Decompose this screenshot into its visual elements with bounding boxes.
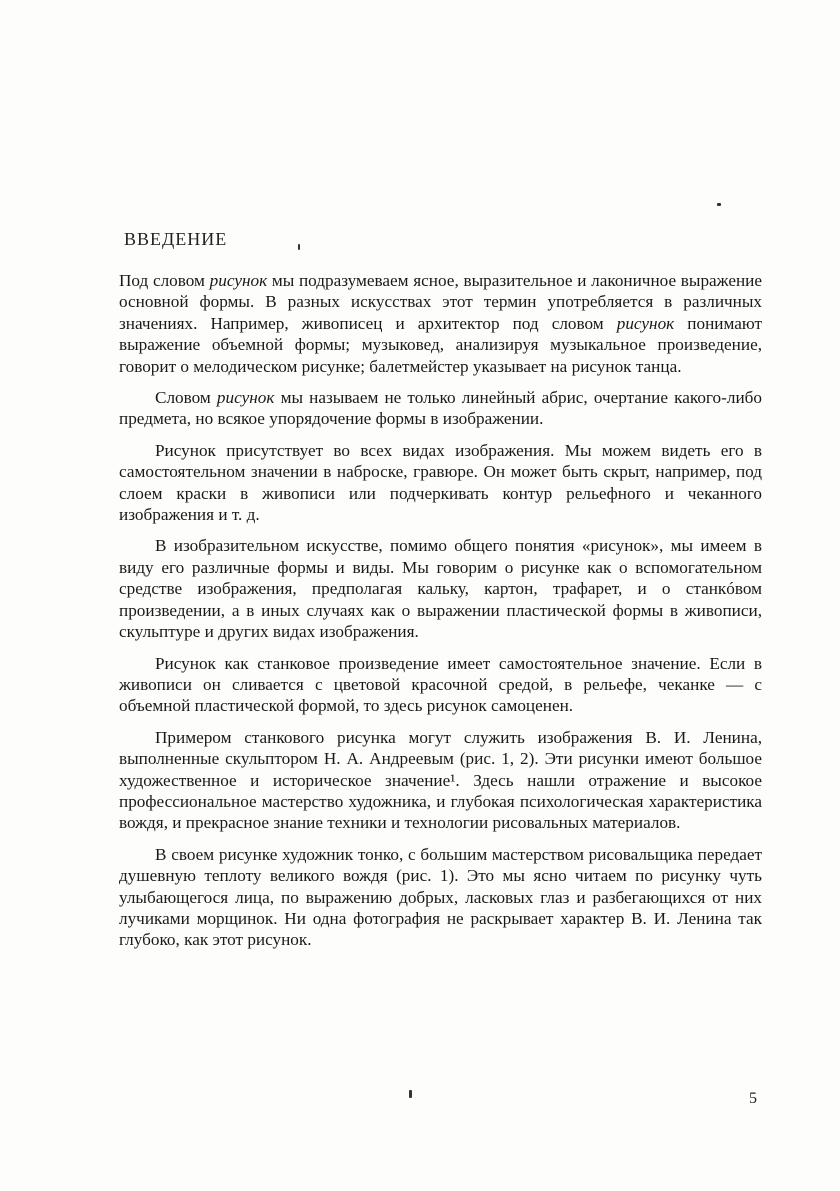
- paragraph-text: Словом: [155, 388, 217, 408]
- scan-speck: [298, 244, 300, 250]
- emphasized-term: рисунок: [209, 271, 268, 290]
- paragraph: [119, 440, 762, 526]
- scan-speck: [717, 203, 721, 206]
- paragraph-text: Примером станкового рисунка могут служить изображения В. И. Ленина, выполненные скульптором Н. А. Андреевым (рис. 1, 2). Эти рисунки имеют большое художественное и историческое значение¹. Здесь нашли отражение и высокое профессиональное мастерство художника, и глубокая психологическая характеристика вождя, и прекрасное знание техники и технологии рисовальных материалов.: [119, 727, 762, 833]
- paragraph-text: Рисунок как станковое произведение имеет самостоятельное значение. Если в живописи он сливается с цветовой красочной средой, в рельефе, чеканке — с объемной пластической формой, то здесь рисунок самоценен.: [119, 653, 762, 716]
- paragraph-text: мы подразумеваем ясное, выразительное и лаконичное выражение основной формы. В разных искусствах этот термин употребляется в различных значениях. Например, живописец и архитектор под словом: [119, 271, 762, 333]
- section-heading: ВВЕДЕНИЕ: [124, 229, 228, 249]
- scan-speck: [409, 1090, 412, 1098]
- paragraph-text: Рисунок присутствует во всех видах изображения. Мы можем видеть его в самостоятельном значении в наброске, гравюре. Он может быть скрыт, например, под слоем краски в живописи или подчеркивать контур рельефного и чеканного изображения и т. д.: [119, 440, 762, 525]
- paragraph: [119, 535, 762, 642]
- paragraph-text: В своем рисунке художник тонко, с большим мастерством рисовальщика передает душевную теплоту великого вождя (рис. 1). Это мы ясно читаем по рисунку чуть улыбающегося лица, по выражению добрых, ласковых глаз и разбегающихся от них лучиками морщинок. Ни одна фотография не раскрывает характер В. И. Ленина так глубоко, как этот рисунок.: [119, 844, 762, 950]
- emphasized-term: рисунок: [216, 388, 275, 408]
- paragraph-text: мы называем не только линейный абрис, очертание какого-либо предмета, но всякое упорядочение формы в изображении.: [119, 388, 762, 429]
- page-number: 5: [749, 1090, 757, 1107]
- paragraph-text: Под словом: [119, 271, 210, 290]
- paragraph: [119, 653, 762, 717]
- paragraph: [119, 844, 762, 951]
- emphasized-term: рисунок: [616, 313, 675, 333]
- paragraph: [119, 387, 762, 430]
- paragraph: [119, 270, 762, 377]
- paragraph-text: понимают выражение объемной формы; музыковед, анализируя музыкальное произведение, говорит о мелодическом рисунке; балетмейстер указывает на рисунок танца.: [119, 313, 763, 376]
- paragraph: [119, 727, 762, 834]
- paragraph-text: В изобразительном искусстве, помимо общего понятия «рисунок», мы имеем в виду его различные формы и виды. Мы говорим о рисунке как о вспомогательном средстве изображения, предполагая кальку, картон, трафарет, и о станкóвом произведении, а в иных случаях как о выражении пластической формы в живописи, скульптуре и других видах изображения.: [119, 536, 762, 642]
- body-text: [119, 270, 762, 961]
